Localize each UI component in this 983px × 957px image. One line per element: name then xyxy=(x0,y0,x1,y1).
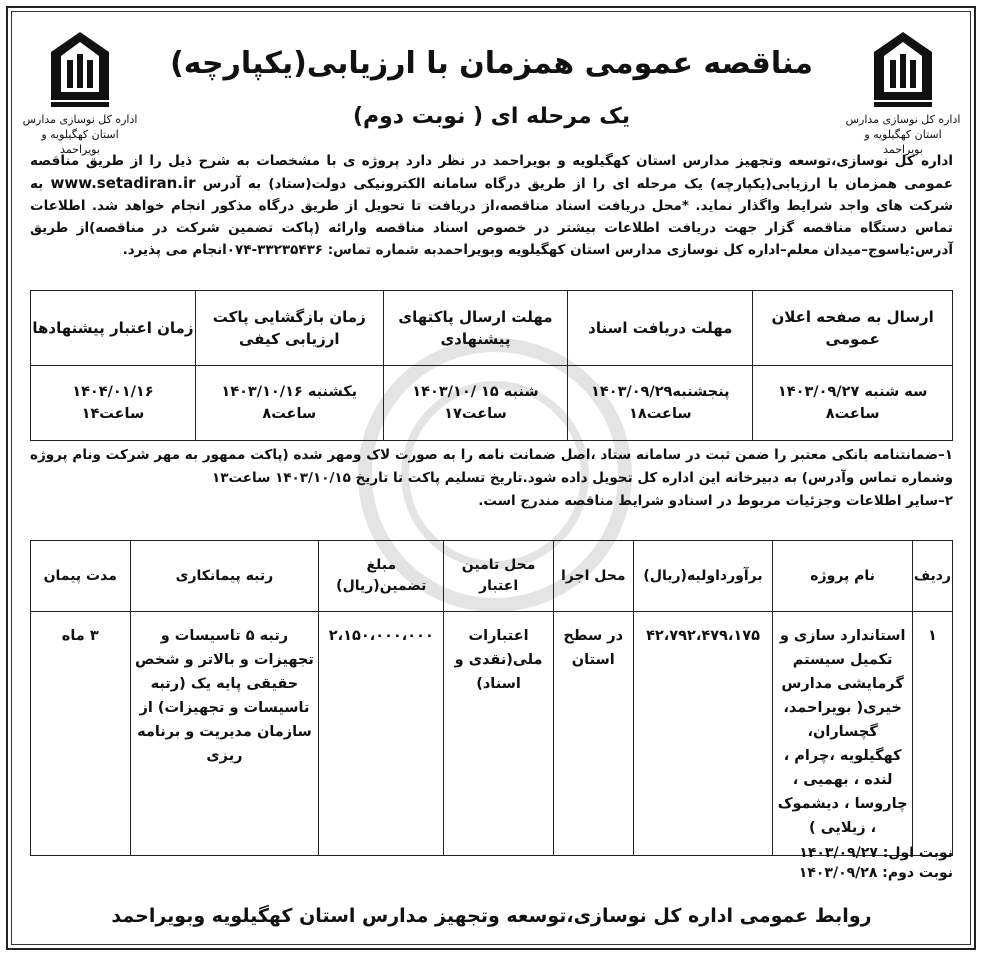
schedule-header-cell: زمان بازگشایی پاکت ارزیابی کیفی xyxy=(195,291,383,366)
projects-header-cell: مدت پیمان xyxy=(31,541,131,612)
org-line-2: استان کهگیلویه و بویراحمد xyxy=(41,128,119,156)
schedule-cell xyxy=(31,366,196,441)
schedule-header-row xyxy=(31,291,953,366)
projects-header-row xyxy=(31,541,953,612)
schedule-date: پنجشنبه۱۴۰۳/۰۹/۲۹ xyxy=(591,384,730,400)
projects-table xyxy=(30,540,953,856)
schedule-time: ساعت۸ xyxy=(262,406,317,422)
project-row-number: ۱ xyxy=(912,612,952,856)
schedule-value-row xyxy=(31,366,953,441)
schedule-date: ۱۴۰۴/۰۱/۱۶ xyxy=(72,384,154,400)
schedule-time: ساعت۱۷ xyxy=(444,406,507,422)
project-grade: رتبه ۵ تاسیسات و تجهیزات و بالاتر و شخص حقیقی پایه یک (رتبه تاسیسات و تجهیزات) از سازمان مدیریت و برنامه ریزی xyxy=(130,612,319,856)
note-2: ۲–سایر اطلاعات وجزئیات مربوط در اسنادو شرایط مناقصه مندرج است. xyxy=(478,493,953,509)
intro-text-2: به شرکت های واجد شرایط واگذار نماید. *محل دریافت اسناد مناقصه،از دریافت تا تحویل از طریق درگاه مذکور انجام خواهد شد. xyxy=(30,176,953,214)
schedule-table xyxy=(30,290,953,441)
project-funding: اعتبارات ملی(نقدی و اسناد) xyxy=(444,612,554,856)
org-line-1: اداره کل نوسازی مدارس xyxy=(22,113,138,126)
schedule-header-cell: ارسال به صفحه اعلان عمومی xyxy=(753,291,953,366)
projects-header-cell: محل اجرا xyxy=(553,541,633,612)
schedule-header-cell: مهلت دریافت اسناد xyxy=(568,291,753,366)
schedule-date: یکشنبه ۱۴۰۳/۱۰/۱۶ xyxy=(221,384,358,400)
round-second: نوبت دوم: ۱۴۰۳/۰۹/۲۸ xyxy=(798,865,953,881)
org-line-2: استان کهگیلویه و بویراحمد xyxy=(864,128,942,156)
schedule-date: سه شنبه ۱۴۰۳/۰۹/۲۷ xyxy=(777,384,928,400)
schedule-time: ساعت۱۴ xyxy=(81,406,145,422)
intro-text-3: اطلاعات تماس دستگاه مناقصه گزار جهت دریافت اطلاعات بیشتر در خصوص اسناد مناقصه وارائه (پاکت تضمین شرکت در مناقصه)از طریق آدرس:یاسوج–میدان معلم–اداره کل نوسازی مدارس استان کهگیلویه وبویراحمدبه شماره تماس: ۳۳۲۳۵۴۳۶-۰۷۴انجام می پذیرد. xyxy=(30,198,953,258)
projects-header-cell: نام پروژه xyxy=(773,541,912,612)
org-line-1: اداره کل نوسازی مدارس xyxy=(845,113,961,126)
school-renovation-logo-icon xyxy=(47,30,113,108)
footer-signature: روابط عمومی اداره کل نوسازی،توسعه وتجهیز مدارس استان کهگیلویه وبویراحمد xyxy=(111,905,872,927)
schedule-time: ساعت۱۸ xyxy=(628,406,692,422)
schedule-time: ساعت۸ xyxy=(825,406,880,422)
schedule-cell xyxy=(383,366,568,441)
projects-header-cell: برآورداولیه(ریال) xyxy=(633,541,773,612)
schedule-header-cell: زمان اعتبار پیشنهادها xyxy=(31,291,196,366)
project-location: در سطح استان xyxy=(553,612,633,856)
project-guarantee: ۲،۱۵۰،۰۰۰،۰۰۰ xyxy=(319,612,444,856)
notice-subtitle: یک مرحله ای ( نوبت دوم) xyxy=(352,104,631,129)
schedule-cell xyxy=(753,366,953,441)
header xyxy=(20,18,963,156)
intro-paragraph xyxy=(30,150,953,261)
projects-header-cell: مبلغ تضمین(ریال) xyxy=(319,541,444,612)
projects-header-cell: محل تامین اعتبار xyxy=(444,541,554,612)
notes xyxy=(30,444,953,513)
projects-header-cell: رتبه پیمانکاری xyxy=(130,541,319,612)
project-estimate: ۴۲،۷۹۲،۴۷۹،۱۷۵ xyxy=(633,612,773,856)
logo-right xyxy=(843,30,963,157)
note-1: ۱–ضمانتنامه بانکی معتبر را ضمن ثبت در سامانه ستاد ،اصل ضمانت نامه را به صورت لاک ومهر شده (پاکت ممهور به مهر شرکت ونام پروژه وشماره تماس وآدرس) به دبیرخانه این اداره کل تحویل داده شود.تاریخ تسلیم پاکت تا تاریخ ۱۴۰۳/۱۰/۱۵ ساعت۱۳ xyxy=(30,447,953,486)
schedule-cell xyxy=(568,366,753,441)
publication-rounds xyxy=(30,843,953,883)
schedule-date: شنبه ۱۵ /۱۴۰۳/۱۰ xyxy=(412,384,539,400)
project-name: استاندارد سازی و تکمیل سیستم گرمایشی مدارس خیری( بویراحمد، گچساران، کهگیلویه ،چرام ، لنده ، بهمیی ، چاروسا ، دیشموک ، زیلایی ) xyxy=(773,612,912,856)
table-row xyxy=(31,612,953,856)
schedule-cell xyxy=(195,366,383,441)
projects-header-cell: ردیف xyxy=(912,541,952,612)
logo-left xyxy=(20,30,140,157)
round-first: نوبت اول: ۱۴۰۳/۰۹/۲۷ xyxy=(799,845,953,861)
school-renovation-logo-icon xyxy=(870,30,936,108)
website-link[interactable]: www.setadiran.ir xyxy=(50,174,196,192)
schedule-header-cell: مهلت ارسال پاکتهای پیشنهادی xyxy=(383,291,568,366)
notice-title: مناقصه عمومی همزمان با ارزیابی(یکپارچه) xyxy=(170,46,813,81)
project-duration: ۳ ماه xyxy=(31,612,131,856)
intro-text-1: اداره کل نوسازی،توسعه وتجهیز مدارس استان کهگیلویه و بویراحمد در نظر دارد پروژه ی با مشخصات به شرح ذیل را از طریق مناقصه عمومی همزمان با ارزیابی(یکپارچه) یک مرحله ای را از طریق درگاه سامانه الکترونیکی دولت(ستاد) به آدرس xyxy=(30,153,953,192)
